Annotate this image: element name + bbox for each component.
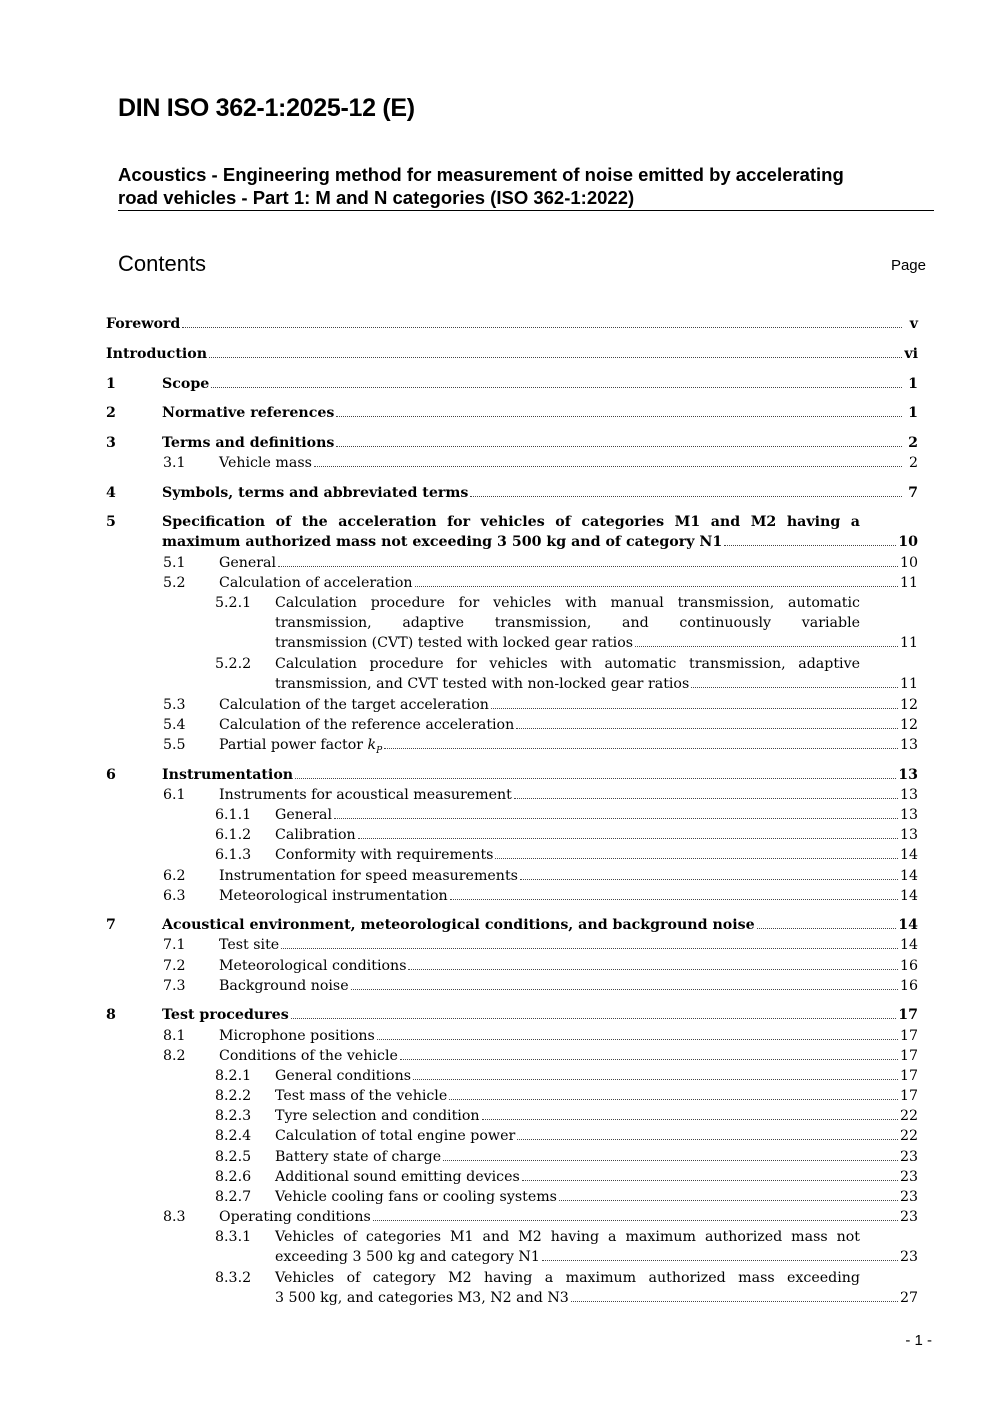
toc-entry-5-2[interactable] [106, 573, 918, 593]
toc-entry-6[interactable] [106, 765, 918, 785]
toc-page-number: 14 [899, 937, 918, 953]
subtitle-line-2: road vehicles - Part 1: M and N categories (ISO 362-1:2022) [118, 187, 635, 208]
toc-section-number: 7.1 [163, 937, 186, 953]
toc-entry-title: transmission, and CVT tested with non-locked gear ratios [275, 676, 690, 692]
toc-section-number: 8.2.3 [215, 1108, 252, 1124]
toc-leader [209, 344, 902, 358]
toc-entry-3[interactable] [106, 433, 918, 453]
toc-page-number: 2 [908, 455, 918, 471]
toc-section-number: 8.3.2 [215, 1270, 252, 1286]
toc-leader [314, 453, 902, 467]
toc-leader [384, 735, 898, 749]
toc-entry-title: Calculation of the reference acceleration [219, 717, 515, 733]
toc-entry-1[interactable] [106, 374, 918, 394]
toc-section-number: 8.2.2 [215, 1088, 252, 1104]
toc-section-number: 8.2.7 [215, 1189, 252, 1205]
toc-page-number: 2 [908, 435, 918, 451]
toc-entry-title: Vehicle mass [219, 455, 312, 471]
toc-section-number: 8.2.1 [215, 1068, 252, 1084]
toc-page-number: 13 [899, 827, 918, 843]
toc-page-number: vi [904, 346, 918, 362]
toc-section-number: 2 [106, 405, 116, 421]
toc-entry-title-line-1: Vehicles of category M2 having a maximum authorized mass exceeding [275, 1270, 860, 1286]
toc-leader [334, 805, 898, 819]
toc-entry-8-2-2[interactable] [106, 1086, 918, 1106]
toc-page-number: 7 [908, 485, 918, 501]
toc-leader [757, 915, 897, 929]
contents-heading: Contents [118, 251, 207, 276]
toc-page-number: 13 [899, 787, 918, 803]
toc-leader [295, 765, 896, 779]
toc-entry-title: exceeding 3 500 kg and category N1 [275, 1249, 540, 1265]
toc-entry-title: Tyre selection and condition [275, 1108, 480, 1124]
toc-section-number: 6.1.2 [215, 827, 252, 843]
toc-section-number: 3.1 [163, 455, 186, 471]
toc-entry-title: Microphone positions [219, 1028, 375, 1044]
toc-section-number: 5.2.1 [215, 595, 252, 611]
toc-section-number: 8.2 [163, 1048, 186, 1064]
footer-page-number: - 1 - [905, 1332, 932, 1349]
subtitle-line-1: Acoustics - Engineering method for measurement of noise emitted by accelerating [118, 164, 844, 185]
toc-entry-title: transmission (CVT) tested with locked gear ratios [275, 635, 634, 651]
toc-leader [413, 1066, 898, 1080]
toc-entry-title: General [219, 555, 277, 571]
toc-page-number: 11 [899, 676, 918, 692]
toc-entry-7[interactable] [106, 915, 918, 935]
toc-entry-title: Conditions of the vehicle [219, 1048, 398, 1064]
toc-page-number: 23 [899, 1189, 918, 1205]
toc-entry-6-1-3[interactable] [106, 845, 918, 865]
toc-entry-8-2[interactable] [106, 1046, 918, 1066]
toc-section-number: 6 [106, 767, 116, 783]
toc-section-number: 5.2.2 [215, 656, 252, 672]
toc-section-number: 8 [106, 1007, 116, 1023]
toc-leader [408, 956, 897, 970]
toc-page-number: 23 [899, 1249, 918, 1265]
toc-entry-title: Meteorological conditions [219, 958, 407, 974]
toc-entry-introduction[interactable] [106, 344, 918, 364]
toc-entry-title: Background noise [219, 978, 349, 994]
toc-entry-title: Calculation of total engine power [275, 1128, 516, 1144]
toc-entry-title-text: Partial power factor [219, 737, 368, 753]
toc-leader [559, 1187, 898, 1201]
toc-page-number: 22 [899, 1108, 918, 1124]
toc-section-number: 6.1.1 [215, 807, 252, 823]
subtitle-divider [118, 210, 934, 211]
toc-section-number: 5.3 [163, 697, 186, 713]
toc-page-number: 11 [899, 635, 918, 651]
toc-leader [336, 403, 902, 417]
toc-entry-title [219, 735, 382, 761]
toc-entry-title: Test procedures [162, 1007, 289, 1023]
toc-page-number: 17 [898, 1007, 918, 1023]
toc-entry-6-1-2[interactable] [106, 825, 918, 845]
toc-page-number: 17 [899, 1088, 918, 1104]
toc-entry-7-2[interactable] [106, 956, 918, 976]
toc-page-number: 10 [898, 534, 918, 550]
toc-entry-title: Instrumentation [162, 767, 294, 783]
toc-leader [482, 1106, 898, 1120]
toc-leader [470, 483, 902, 497]
toc-entry-title: Symbols, terms and abbreviated terms [162, 485, 469, 501]
toc-entry-title: maximum authorized mass not exceeding 3 500 kg and of category N1 [162, 534, 723, 550]
toc-leader [491, 695, 898, 709]
toc-entry-title: Calculation of the target acceleration [219, 697, 489, 713]
toc-section-number: 7 [106, 917, 116, 933]
toc-entry-title: 3 500 kg, and categories M3, N2 and N3 [275, 1290, 569, 1306]
toc-entry-title: Test mass of the vehicle [275, 1088, 448, 1104]
document-title: DIN ISO 362-1:2025-12 (E) [118, 94, 415, 122]
toc-leader [400, 1046, 898, 1060]
toc-entry-8-2-1[interactable] [106, 1066, 918, 1086]
toc-entry-title: Calibration [275, 827, 356, 843]
toc-entry-5-1[interactable] [106, 553, 918, 573]
toc-leader [336, 433, 902, 447]
toc-entry-2[interactable] [106, 403, 918, 423]
toc-section-number: 5 [106, 514, 116, 530]
toc-entry-title-line-2: transmission, adaptive transmission, and continuously variable [275, 615, 860, 631]
toc-leader [516, 715, 898, 729]
toc-entry-5-5[interactable] [106, 735, 918, 755]
toc-entry-8[interactable] [106, 1005, 918, 1025]
toc-entry-6-1[interactable] [106, 785, 918, 805]
toc-entry-title: General [275, 807, 333, 823]
toc-page-number: 12 [899, 717, 918, 733]
toc-entry-title: Introduction [106, 346, 208, 362]
toc-leader [211, 374, 902, 388]
toc-leader [495, 845, 897, 859]
toc-section-number: 5.2 [163, 575, 186, 591]
toc-section-number: 8.2.6 [215, 1169, 252, 1185]
toc-entry-title: Normative references [162, 405, 335, 421]
toc-page-number: 14 [898, 917, 918, 933]
toc-entry-8-2-6[interactable] [106, 1167, 918, 1187]
toc-page-number: 13 [899, 737, 918, 753]
toc-entry-7-1[interactable] [106, 935, 918, 955]
toc-page-number: 17 [899, 1028, 918, 1044]
toc-leader [520, 866, 898, 880]
toc-page-number: 13 [898, 767, 918, 783]
toc-leader [351, 976, 898, 990]
toc-page-number: 23 [899, 1209, 918, 1225]
toc-leader [514, 785, 898, 799]
toc-entry-8-2-3[interactable] [106, 1106, 918, 1126]
toc-page-number: 16 [899, 958, 918, 974]
toc-page-number: 10 [899, 555, 918, 571]
toc-leader [691, 674, 898, 688]
toc-leader [278, 553, 898, 567]
toc-section-number: 5.1 [163, 555, 186, 571]
toc-leader [182, 314, 902, 328]
toc-section-number: 5.5 [163, 737, 186, 753]
toc-leader [449, 1086, 898, 1100]
toc-entry-title-line-1: Calculation procedure for vehicles with automatic transmission, adaptive [275, 656, 860, 672]
toc-leader [415, 573, 898, 587]
toc-page-number: 17 [899, 1048, 918, 1064]
toc-entry-title: Instrumentation for speed measurements [219, 868, 518, 884]
toc-entry-title: Acoustical environment, meteorological conditions, and background noise [162, 917, 755, 933]
toc-section-number: 6.1.3 [215, 847, 252, 863]
toc-entry-title: Scope [162, 376, 210, 392]
toc-entry-8-2-4[interactable] [106, 1126, 918, 1146]
toc-page-number: 13 [899, 807, 918, 823]
toc-entry-title: Calculation of acceleration [219, 575, 413, 591]
toc-entry-title: Additional sound emitting devices [275, 1169, 520, 1185]
toc-leader [373, 1207, 898, 1221]
toc-leader [450, 886, 898, 900]
toc-section-number: 4 [106, 485, 116, 501]
toc-page-number: 23 [899, 1169, 918, 1185]
toc-entry-5-3[interactable] [106, 695, 918, 715]
toc-entry-title-line-1: Calculation procedure for vehicles with manual transmission, automatic [275, 595, 860, 611]
toc-entry-title: Instruments for acoustical measurement [219, 787, 512, 803]
toc-leader [358, 825, 898, 839]
toc-entry-title: Vehicle cooling fans or cooling systems [275, 1189, 557, 1205]
toc-entry-3-1[interactable] [106, 453, 918, 473]
toc-page-number: 23 [899, 1149, 918, 1165]
math-subscript-p: P [376, 745, 383, 756]
toc-section-number: 7.2 [163, 958, 186, 974]
toc-section-number: 6.3 [163, 888, 186, 904]
toc-entry-title: Test site [219, 937, 280, 953]
toc-entry-title: Battery state of charge [275, 1149, 442, 1165]
toc-entry-title: Conformity with requirements [275, 847, 494, 863]
document-subtitle [118, 163, 934, 209]
toc-page-number: 17 [899, 1068, 918, 1084]
toc-entry-8-2-5[interactable] [106, 1147, 918, 1167]
toc-section-number: 6.1 [163, 787, 186, 803]
toc-page-number: 12 [899, 697, 918, 713]
toc-section-number: 8.2.5 [215, 1149, 252, 1165]
toc-section-number: 5.4 [163, 717, 186, 733]
toc-section-number: 3 [106, 435, 116, 451]
math-symbol-k: k [367, 737, 377, 753]
toc-page-number: 14 [899, 888, 918, 904]
toc-entry-title: Operating conditions [219, 1209, 371, 1225]
toc-page-number: 14 [899, 847, 918, 863]
toc-page-number: 22 [899, 1128, 918, 1144]
toc-section-number: 8.3.1 [215, 1229, 252, 1245]
toc-leader [542, 1247, 898, 1261]
page-column-label: Page [890, 257, 926, 274]
toc-page-number: v [909, 316, 918, 332]
toc-entry-8-2-7[interactable] [106, 1187, 918, 1207]
toc-entry-6-2[interactable] [106, 866, 918, 886]
toc-entry-6-1-1[interactable] [106, 805, 918, 825]
toc-entry-title: Foreword [106, 316, 181, 332]
toc-leader [724, 532, 896, 546]
toc-entry-title-line-1: Specification of the acceleration for vehicles of categories M1 and M2 having a [162, 514, 860, 530]
toc-leader [522, 1167, 898, 1181]
toc-entry-5-4[interactable] [106, 715, 918, 735]
toc-leader [517, 1126, 898, 1140]
toc-entry-7-3[interactable] [106, 976, 918, 996]
toc-leader [571, 1288, 898, 1302]
toc-leader [443, 1147, 898, 1161]
toc-section-number: 8.1 [163, 1028, 186, 1044]
toc-entry-8-3[interactable] [106, 1207, 918, 1227]
toc-entry-title: Terms and definitions [162, 435, 335, 451]
toc-page-number: 11 [899, 575, 918, 591]
toc-page-number: 1 [908, 376, 918, 392]
toc-page-number: 27 [899, 1290, 918, 1306]
toc-page-number: 16 [899, 978, 918, 994]
toc-entry-title-line-1: Vehicles of categories M1 and M2 having a maximum authorized mass not [275, 1229, 860, 1245]
toc-entry-4[interactable] [106, 483, 918, 503]
toc-leader [291, 1005, 897, 1019]
toc-section-number: 8.2.4 [215, 1128, 252, 1144]
toc-leader [635, 633, 898, 647]
toc-section-number: 1 [106, 376, 116, 392]
toc-entry-6-3[interactable] [106, 886, 918, 906]
toc-page-number: 1 [908, 405, 918, 421]
toc-section-number: 8.3 [163, 1209, 186, 1225]
toc-entry-title: Meteorological instrumentation [219, 888, 448, 904]
toc-leader [281, 935, 898, 949]
toc-page-number: 14 [899, 868, 918, 884]
toc-section-number: 6.2 [163, 868, 186, 884]
toc-entry-foreword[interactable] [106, 314, 918, 334]
toc-entry-8-1[interactable] [106, 1026, 918, 1046]
toc-entry-title: General conditions [275, 1068, 411, 1084]
toc-section-number: 7.3 [163, 978, 186, 994]
toc-leader [377, 1026, 898, 1040]
